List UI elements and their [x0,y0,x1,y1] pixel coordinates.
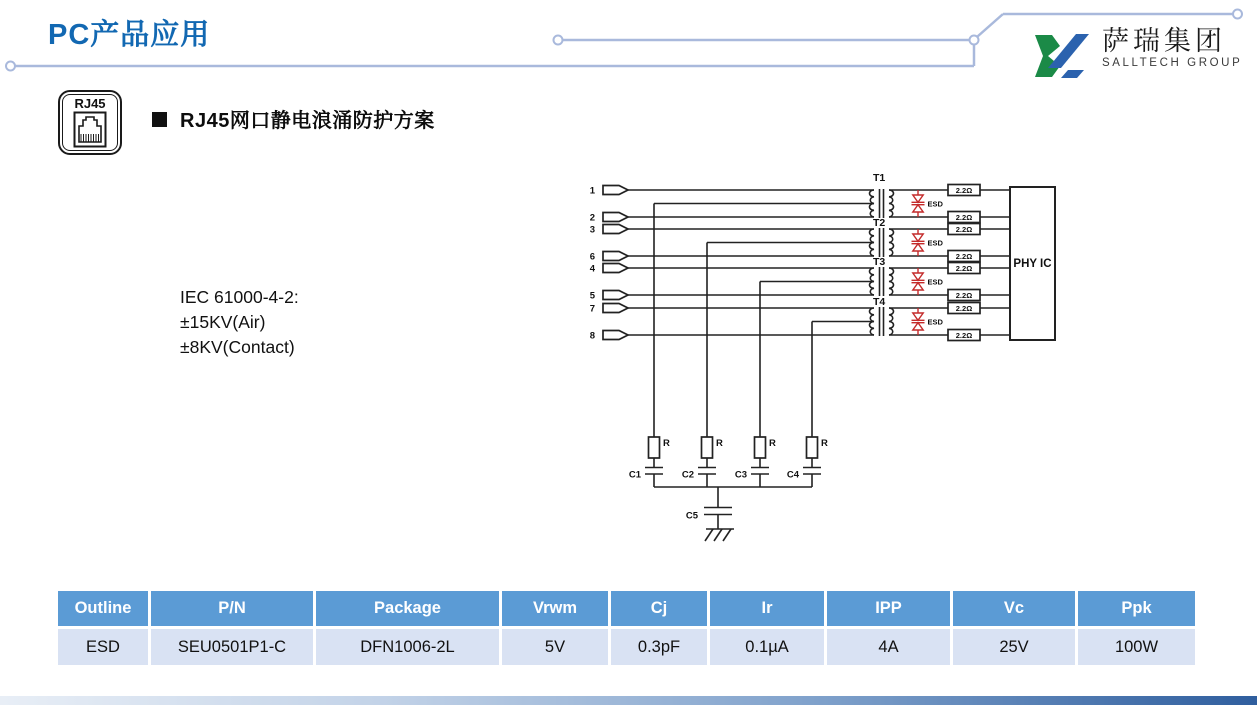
cap-label: C3 [734,469,747,481]
resistor-value: 2.2Ω [955,251,973,261]
col-header-cj: Cj [611,591,707,626]
esd-diode-icon [912,308,944,335]
r-label: R [769,438,776,449]
pin-number: 8 [589,330,595,342]
rj45-icon-frame [62,94,118,151]
spec-table-container [55,588,1198,668]
esd-label: ESD [927,317,943,327]
cell-package: DFN1006-2L [316,629,499,665]
pin-number: 6 [589,251,595,263]
cap-label: C4 [786,469,799,481]
resistor-value: 2.2Ω [955,330,973,340]
pin-number: 4 [589,263,595,275]
col-header-ppk: Ppk [1078,591,1195,626]
esd-label: ESD [927,238,943,248]
col-header-ipp: IPP [827,591,950,626]
cell-ipp: 4A [827,629,950,665]
r-label: R [821,438,828,449]
circuit-schematic [575,168,1065,553]
resistor-value: 2.2Ω [955,212,973,222]
esd-diode-icon [912,190,944,217]
resistor-value: 2.2Ω [955,303,973,313]
rj45-icon-label: RJ45 [74,96,106,111]
table-row [58,629,1195,665]
phy-ic [1010,187,1055,340]
pin-connectors [590,186,628,342]
logo-name-cn: 萨瑞集团 [1102,26,1226,56]
pin-number: 5 [589,290,595,302]
resistor-value: 2.2Ω [955,185,973,195]
col-header-ir: Ir [710,591,824,626]
cell-cj: 0.3pF [611,629,707,665]
cell-ppk: 100W [1078,629,1195,665]
r-label: R [663,438,670,449]
col-header-pn: P/N [151,591,313,626]
rj45-jack-glyph-icon [73,111,107,149]
transformer-label: T2 [873,217,886,229]
col-header-vrwm: Vrwm [502,591,608,626]
transformer-label: T4 [873,296,886,308]
spec-table [55,588,1198,668]
esd-label: ESD [927,199,943,209]
cell-vrwm: 5V [502,629,608,665]
iec-line: IEC 61000-4-2: [180,287,299,307]
rj45-port-icon [58,90,122,155]
col-header-vc: Vc [953,591,1075,626]
transformer-label: T1 [873,172,886,184]
transformers [869,172,893,336]
ground-icon [705,529,734,541]
esd-diode-icon [912,229,944,256]
table-header-row [58,591,1195,626]
pin-number: 7 [589,303,595,315]
cap-label: C5 [685,510,698,522]
logo-mark-icon [1030,26,1092,80]
section-heading: RJ45网口静电浪涌防护方案 [180,110,435,132]
bullet-square-icon [152,112,167,127]
cell-pn: SEU0501P1-C [151,629,313,665]
resistor-value: 2.2Ω [955,224,973,234]
esd-label: ESD [927,277,943,287]
logo-name-en: SALLTECH GROUP [1102,57,1243,69]
cap-label: C1 [628,469,641,481]
cell-ir: 0.1µA [710,629,824,665]
phy-ic-label: PHY IC [1013,258,1052,270]
cell-vc: 25V [953,629,1075,665]
pin-number: 3 [589,224,595,236]
company-logo [1030,26,1242,80]
bottom-accent-bar [0,696,1257,705]
r-label: R [716,438,723,449]
iec-spec-note [180,285,299,360]
iec-line: ±8KV(Contact) [180,337,295,357]
primary-wires [628,190,874,437]
cell-outline: ESD [58,629,148,665]
pin-number: 2 [589,212,595,224]
esd-diode-icon [912,268,944,295]
esd-diodes [912,190,944,335]
series-resistors [948,185,980,341]
resistor-value: 2.2Ω [955,263,973,273]
col-header-package: Package [316,591,499,626]
pin-number: 1 [589,185,595,197]
rc-network [629,437,828,541]
cap-label: C2 [681,469,694,481]
col-header-outline: Outline [58,591,148,626]
transformer-label: T3 [873,256,886,268]
resistor-value: 2.2Ω [955,290,973,300]
page-title: PC产品应用 [48,19,211,51]
iec-line: ±15KV(Air) [180,312,266,332]
